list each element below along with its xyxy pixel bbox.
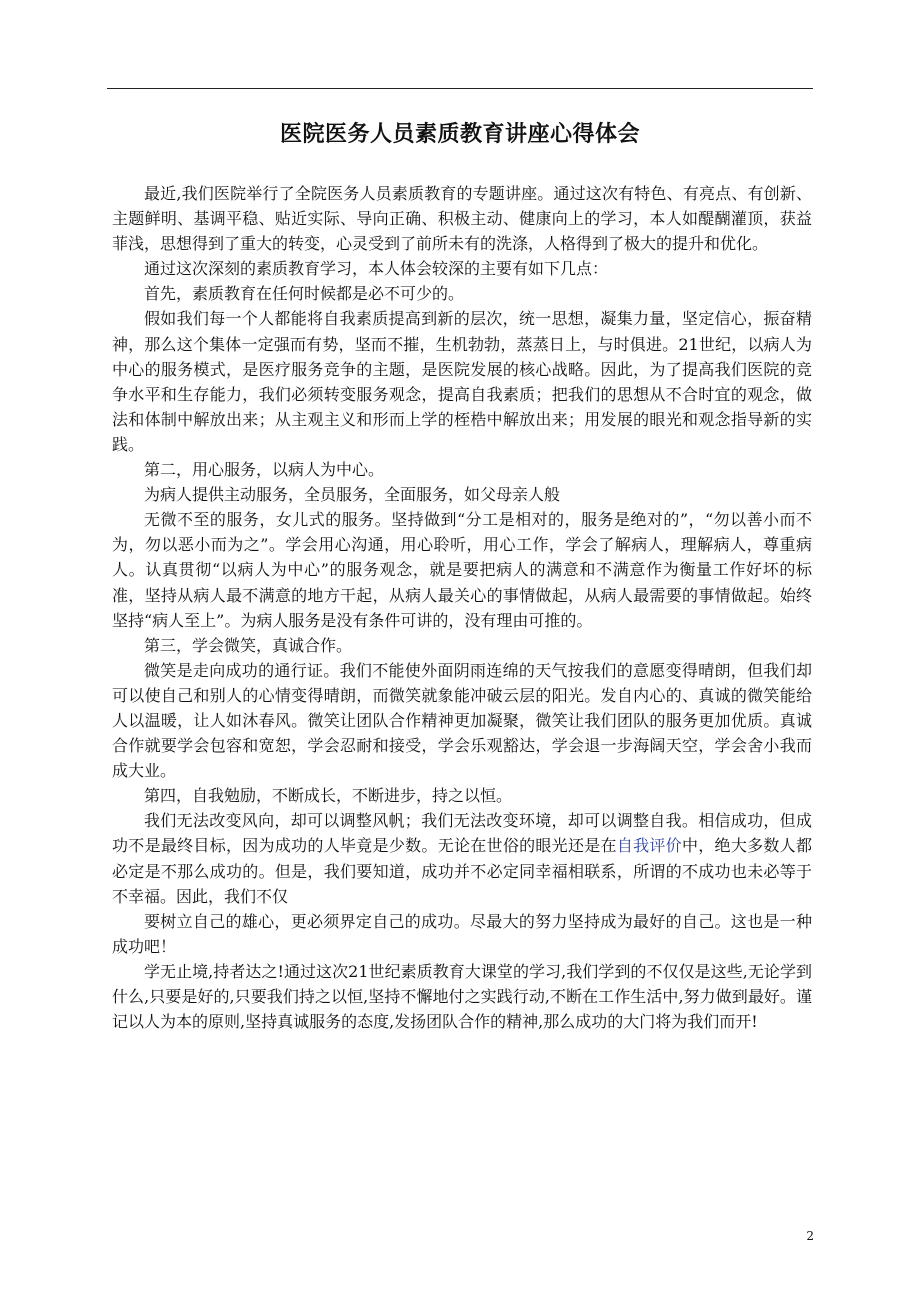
document-title: 医院医务人员素质教育讲座心得体会 [279,121,640,147]
paragraph: 最近,我们医院举行了全院医务人员素质教育的专题讲座。通过这次有特色、有亮点、有创新、主题鲜明、基调平稳、贴近实际、导向正确、积极主动、健康向上的学习，本人如醍醐灌顶，获益菲浅，思想得到了重大的转变，心灵受到了前所未有的洗涤，人格得到了极大的提升和优化。 [112,184,812,254]
paragraph: 假如我们每一个人都能将自我素质提高到新的层次，统一思想，凝集力量，坚定信心，振奋精神，那么这个集体一定强而有势，坚而不摧，生机勃勃，蒸蒸日上，与时俱进。21世纪，以病人为中心的服务模式，是医疗服务竞争的主题，是医院发展的核心战略。因此，为了提高我们医院的竞争水平和生存能力，我们必须转变服务观念，提高自我素质；把我们的思想从不合时宜的观念，做法和体制中解放出来；从主观主义和形而上学的桎梏中解放出来；用发展的眼光和观念指导新的实践。 [112,309,812,454]
paragraph: 学无止境,持者达之!通过这次21世纪素质教育大课堂的学习,我们学到的不仅仅是这些,无论学到什么,只要是好的,只要我们持之以恒,坚持不懈地付之实践行动,不断在工作生活中,努力做到最好。谨记以人为本的原则,坚持真诚服务的态度,发扬团队合作的精神,那么成功的大门将为我们而开! [112,961,812,1032]
paragraph: 通过这次深刻的素质教育学习，本人体会较深的主要有如下几点： [144,259,609,279]
paragraph: 第四，自我勉励，不断成长，不断进步，持之以恒。 [144,786,513,806]
paragraph-text: 我们无法改变风向，却可以调整风帆；我们无法改变环境，却可以调整自我。相信成功，但成功不是最终目标，因为成功的人毕竟是少数。无论在世俗的眼光还是在 [112,811,812,856]
paragraph: 无微不至的服务，女儿式的服务。坚持做到“分工是相对的，服务是绝对的”，“勿以善小而不为，勿以恶小而为之”。学会用心沟通，用心聆听，用心工作，学会了解病人，理解病人，尊重病人。认真贯彻“以病人为中心”的服务观念，就是要把病人的满意和不满意作为衡量工作好坏的标准，坚持从病人最不满意的地方干起，从病人最关心的事情做起，从病人最需要的事情做起。始终坚持“病人至上”。为病人服务是没有条件可讲的，没有理由可推的。 [112,510,812,630]
page-number: 2 [806,1229,814,1243]
paragraph: 第三，学会微笑，真诚合作。 [144,635,353,655]
paragraph-text: 中，绝大多数人都必定是不那么成功的。但是，我们要知道，成功并不必定同幸福相联系，所谓的不成功也未必等于不幸福。因此，我们不仅 [112,836,812,906]
paragraph: 微笑是走向成功的通行证。我们不能使外面阴雨连绵的天气按我们的意愿变得晴朗，但我们却可以使自己和别人的心情变得晴朗，而微笑就象能冲破云层的阳光。发自内心的、真诚的微笑能给人以温暖，让人如沐春风。微笑让团队合作精神更加凝聚，微笑让我们团队的服务更加优质。真诚合作就要学会包容和宽恕，学会忍耐和接受，学会乐观豁达，学会退一步海阔天空，学会舍小我而成大业。 [112,660,812,781]
document-body [112,181,812,1034]
paragraph: 要树立自己的雄心，更必须界定自己的成功。尽最大的努力坚持成为最好的自己。这也是一种成功吧！ [112,911,812,956]
paragraph: 第二，用心服务，以病人为中心。 [144,460,385,480]
header-rule [107,88,813,89]
paragraph: 为病人提供主动服务，全员服务，全面服务，如父母亲人般 [144,485,561,505]
paragraph [112,808,812,908]
self-evaluation-link[interactable]: 自我评价 [616,836,682,856]
paragraph: 首先，素质教育在任何时候都是必不可少的。 [144,284,465,304]
